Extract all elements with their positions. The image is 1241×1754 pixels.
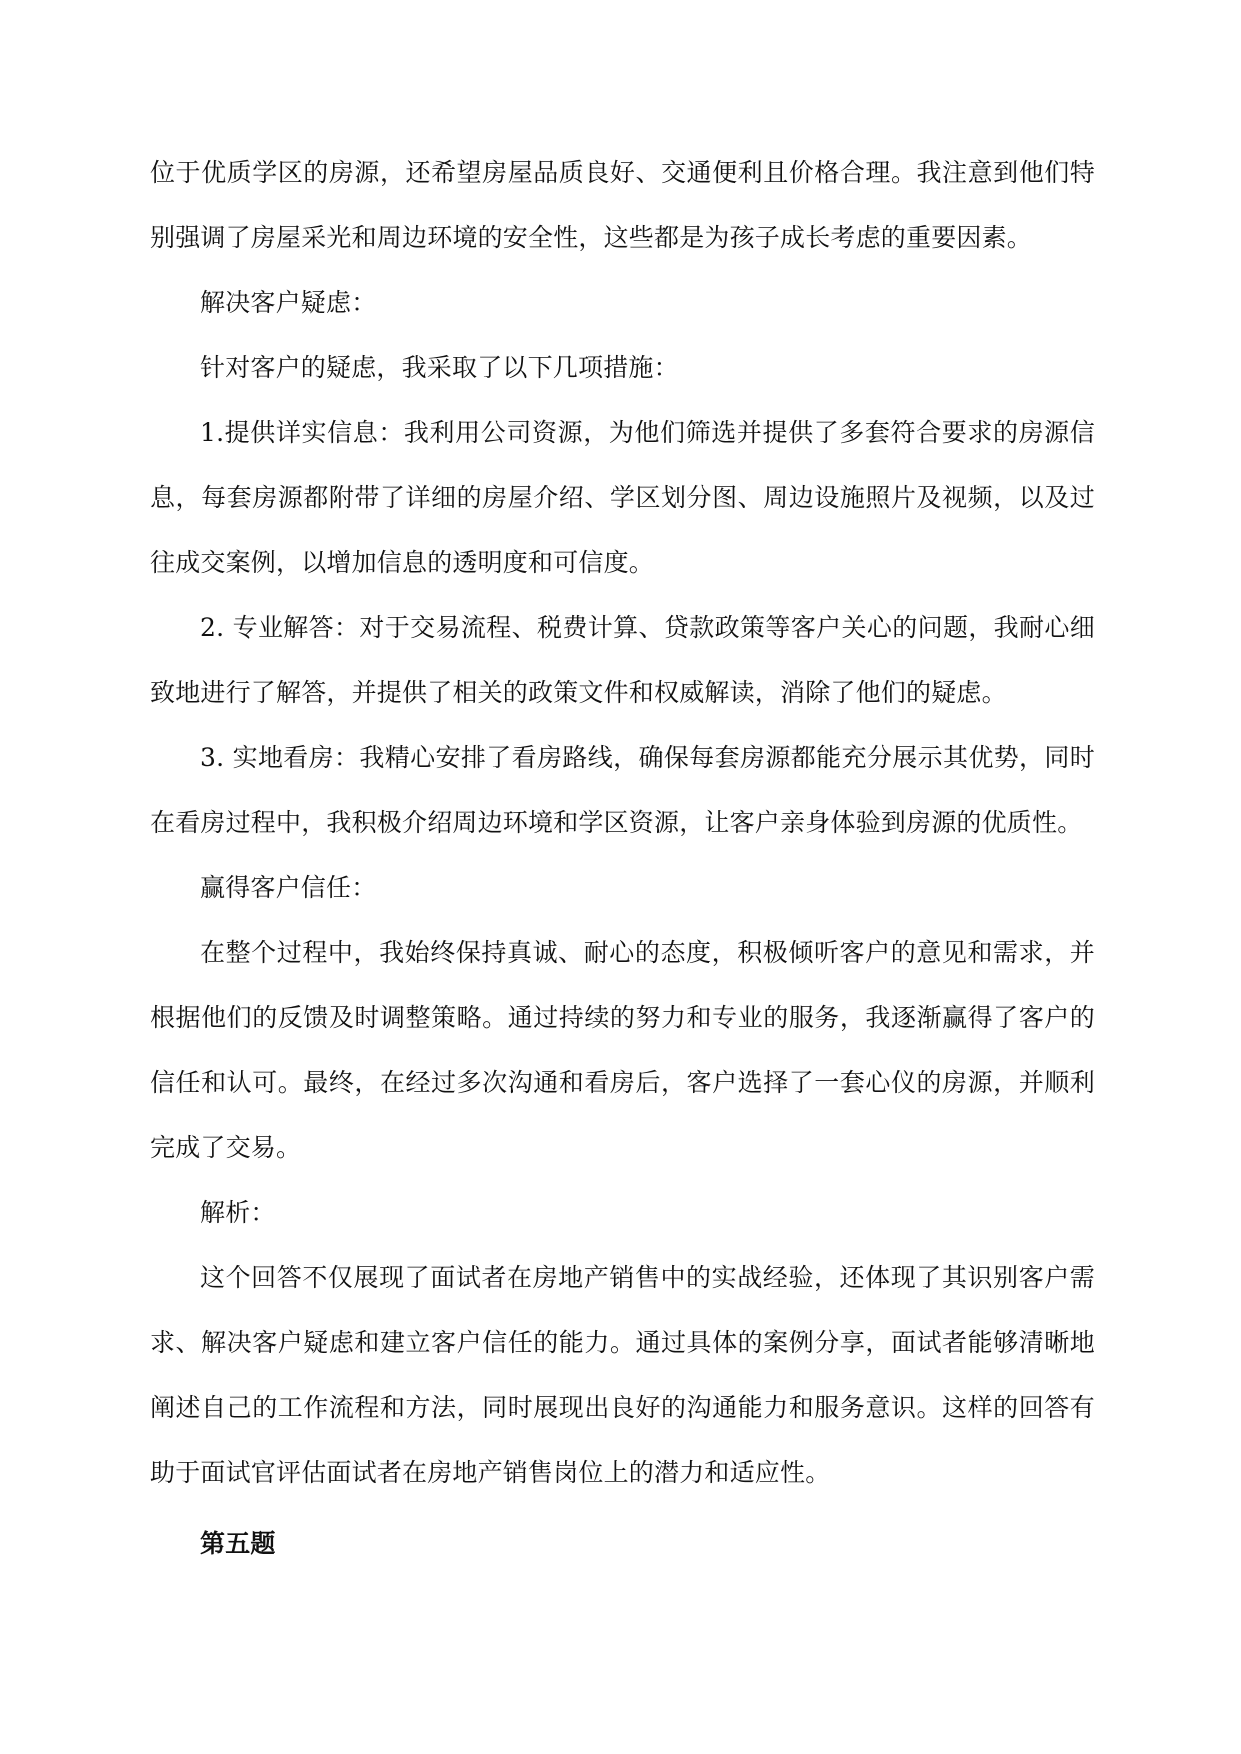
subheading-resolve-concerns: 解决客户疑虑： (200, 288, 377, 317)
list-item-site-visits: 3. 实地看房：我精心安排了看房路线，确保每套房源都能充分展示其优势，同时在看房过程中，我积极介绍周边环境和学区资源，让客户亲身体验到房源的优质性。 (150, 743, 1095, 837)
list-item-provide-info: 1.提供详实信息：我利用公司资源，为他们筛选并提供了多套符合要求的房源信息，每套房源都附带了详细的房屋介绍、学区划分图、周边设施照片及视频，以及过往成交案例，以增加信息的透明度和可信度。 (150, 418, 1095, 577)
paragraph-measures-intro: 针对客户的疑虑，我采取了以下几项措施： (200, 353, 679, 382)
paragraph-win-trust: 在整个过程中，我始终保持真诚、耐心的态度，积极倾听客户的意见和需求，并根据他们的反馈及时调整策略。通过持续的努力和专业的服务，我逐渐赢得了客户的信任和认可。最终，在经过多次沟通和看房后，客户选择了一套心仪的房源，并顺利完成了交易。 (150, 938, 1095, 1162)
section-heading-question-five: 第五题 (200, 1529, 276, 1558)
subheading-analysis: 解析： (200, 1198, 276, 1227)
subheading-win-trust: 赢得客户信任： (200, 873, 377, 902)
document-body (150, 140, 1095, 1576)
list-item-professional-answers: 2. 专业解答：对于交易流程、税费计算、贷款政策等客户关心的问题，我耐心细致地进行了解答，并提供了相关的政策文件和权威解读，消除了他们的疑虑。 (150, 613, 1095, 707)
paragraph-analysis: 这个回答不仅展现了面试者在房地产销售中的实战经验，还体现了其识别客户需求、解决客户疑虑和建立客户信任的能力。通过具体的案例分享，面试者能够清晰地阐述自己的工作流程和方法，同时展现出良好的沟通能力和服务意识。这样的回答有助于面试官评估面试者在房地产销售岗位上的潜力和适应性。 (150, 1263, 1095, 1487)
paragraph-client-needs: 位于优质学区的房源，还希望房屋品质良好、交通便利且价格合理。我注意到他们特别强调了房屋采光和周边环境的安全性，这些都是为孩子成长考虑的重要因素。 (150, 158, 1095, 252)
